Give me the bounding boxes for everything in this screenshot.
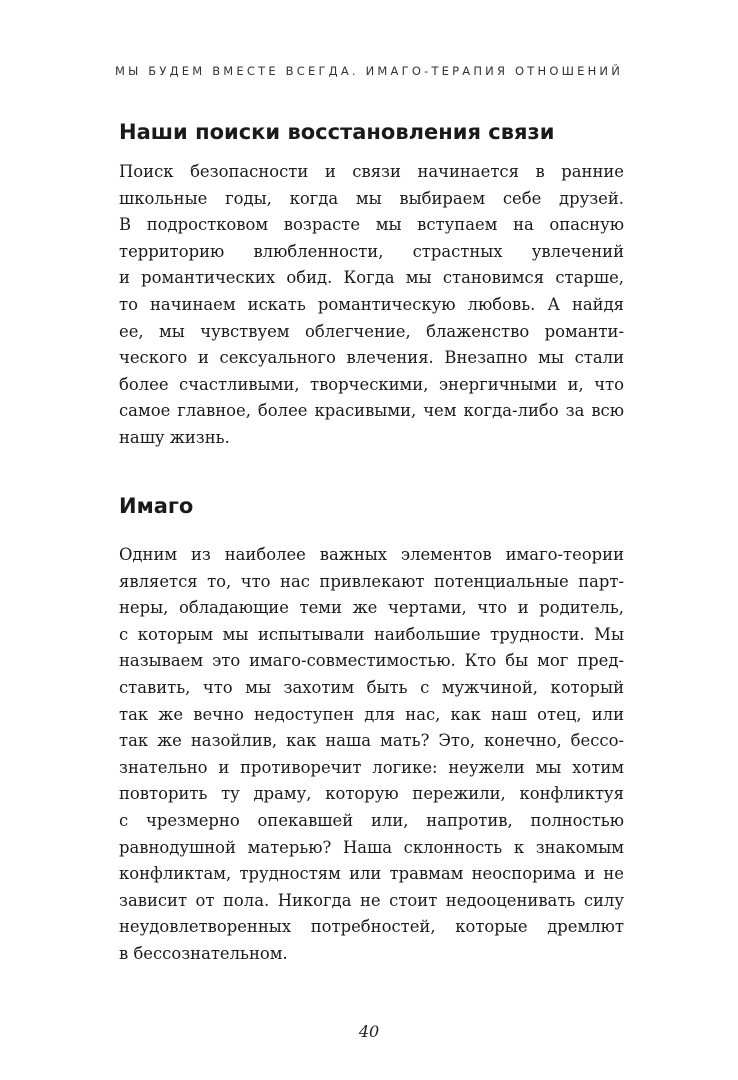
text-line: самое главное, более красивыми, чем когда-либо за всю [119, 401, 624, 421]
text-line: ее, мы чувствуем облегчение, блаженство романти- [119, 321, 624, 341]
text-line: то начинаем искать романтическую любовь. А найдя [119, 294, 624, 314]
text-line: с чрезмерно опекавшей или, напротив, полностью [119, 810, 624, 830]
text-line: территорию влюбленности, страстных увлечений [119, 241, 624, 261]
text-line: знательно и противоречит логике: неужели мы хотим [119, 757, 624, 777]
text-line: повторить ту драму, которую пережили, конфликтуя [119, 784, 624, 804]
text-line: школьные годы, когда мы выбираем себе друзей. [119, 188, 624, 208]
page-number: 40 [358, 1022, 380, 1041]
section-heading-imago: Имаго [119, 494, 194, 518]
text-line: называем это имаго-совместимостью. Кто бы мог пред- [119, 651, 624, 671]
text-line: Одним из наиболее важных элементов имаго-теории [119, 545, 624, 564]
text-line: конфликтам, трудностям или травмам неоспорима и не [119, 864, 624, 884]
paragraph-imago [119, 542, 624, 968]
text-line: ческого и сексуального влечения. Внезапно мы стали [119, 348, 624, 368]
running-head: МЫ БУДЕМ ВМЕСТЕ ВСЕГДА. ИМАГО-ТЕРАПИЯ ОТНОШЕНИЙ [114, 64, 624, 78]
text-line: и романтических обид. Когда мы становимся старше, [119, 268, 624, 288]
text-line: В подростковом возрасте мы вступаем на опасную [119, 215, 624, 235]
text-line: зависит от пола. Никогда не стоит недооценивать силу [119, 890, 624, 910]
text-line: нашу жизнь. [119, 427, 230, 447]
text-line: в бессознательном. [119, 943, 288, 963]
text-line: Поиск безопасности и связи начинается в ранние [119, 162, 624, 181]
text-line: так же вечно недоступен для нас, как наш отец, или [119, 704, 624, 724]
section-heading-search-for-connection: Наши поиски восстановления связи [119, 120, 555, 144]
text-line: так же назойлив, как наша мать? Это, конечно, бессо- [119, 731, 624, 751]
text-line: равнодушной матерью? Наша склонность к знакомым [119, 837, 624, 857]
text-line: неры, обладающие теми же чертами, что и родитель, [119, 598, 624, 618]
text-line: более счастливыми, творческими, энергичными и, что [119, 374, 624, 394]
text-line: с которым мы испытывали наибольшие трудности. Мы [119, 624, 624, 644]
text-line: неудовлетворенных потребностей, которые дремлют [119, 917, 624, 937]
text-line: ставить, что мы захотим быть с мужчиной, который [119, 677, 624, 697]
paragraph-search-for-connection [119, 159, 624, 452]
text-line: является то, что нас привлекают потенциальные парт- [119, 571, 624, 591]
